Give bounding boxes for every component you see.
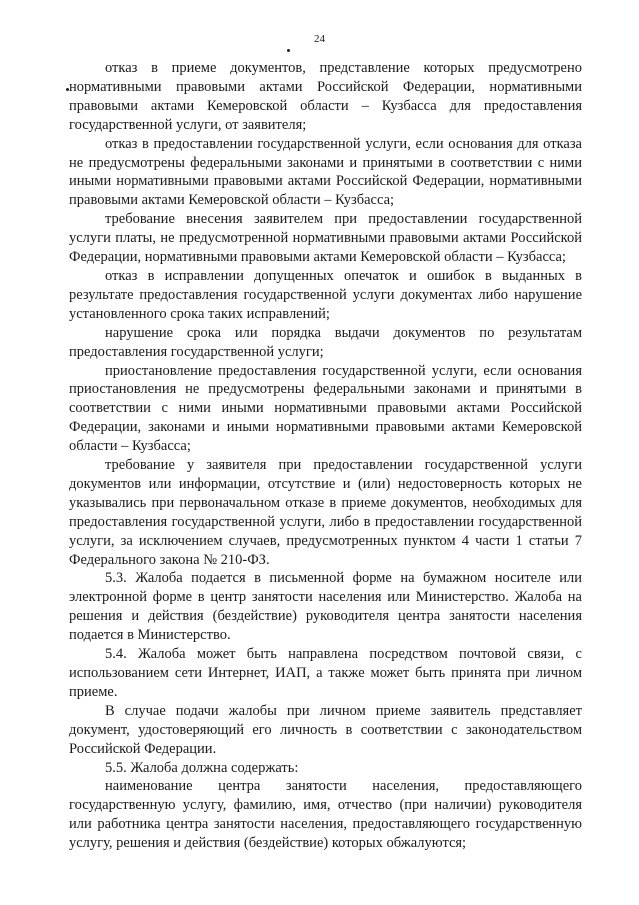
page-number: 24 [314,33,325,45]
paragraph-document-requirement: требование у заявителя при предоставлении государственной услуги документов или информации, отсутствие и (или) недостоверность которых не указывались при первоначальном отказе в приеме документов, необходимых для предоставления государственной услуги, либо в предоставлении государственной услуги, за исключением случаев, предусмотренных пунктом 4 части 1 статьи 7 Федерального закона № 210-ФЗ. [69,457,582,568]
paragraph-5-5: 5.5. Жалоба должна содержать: [105,759,299,776]
paragraph-suspension: приостановление предоставления государственной услуги, если основания приостановления не предусмотрены федеральными законами и принятыми в соответствии с ними иными нормативными правовыми актами Российской Федерации, законами и иными нормативными правовыми актами Кемеровской области – Кузбасса; [69,362,582,455]
paragraph-issuance-violation: нарушение срока или порядка выдачи документов по результатам предоставления государственной услуги; [69,324,582,360]
paragraph-center-name: наименование центра занятости населения, предоставляющего государственную услугу, фамилию, имя, отчество (при наличии) руководителя или работника центра занятости населения, предоставляющего государственную услугу, решения и действия (бездействие) которых обжалуются; [69,778,582,852]
paragraph-refusal-acceptance: отказ в приеме документов, представление которых предусмотрено нормативными правовыми актами Российской Федерации, нормативными правовыми актами Кемеровской области – Кузбасса для предоставления государственной услуги, от заявителя; [69,60,582,133]
paragraph-5-4: 5.4. Жалоба может быть направлена посредством почтовой связи, с использованием сети Интернет, ИАП, а также может быть принята при личном приеме. [69,646,582,700]
paragraph-personal-reception: В случае подачи жалобы при личном приеме заявитель представляет документ, удостоверяющий его личность в соответствии с законодательством Российской Федерации. [69,702,582,757]
paragraph-payment-requirement: требование внесения заявителем при предоставлении государственной услуги платы, не предусмотренной нормативными правовыми актами Российской Федерации, нормативными правовыми актами Кемеровской области – Кузбасса; [69,211,582,266]
paragraph-refusal-corrections: отказ в исправлении допущенных опечаток и ошибок в выданных в результате предоставления государственной услуги документах либо нарушение установленного срока таких исправлений; [69,267,582,322]
document-body [69,59,582,853]
paragraph-5-3: 5.3. Жалоба подается в письменной форме на бумажном носителе или электронной форме в центр занятости населения или Министерство. Жалоба на решения и действия (бездействие) руководителя центра занятости населения подается в Министерство. [69,570,582,644]
paragraph-refusal-provision: отказ в предоставлении государственной услуги, если основания для отказа не предусмотрены федеральными законами и принятыми в соответствии с ними иными нормативными правовыми актами Российской Федерации, нормативными правовыми актами Кемеровской области – Кузбасса; [69,135,582,209]
scan-artifact-dot [287,49,290,52]
